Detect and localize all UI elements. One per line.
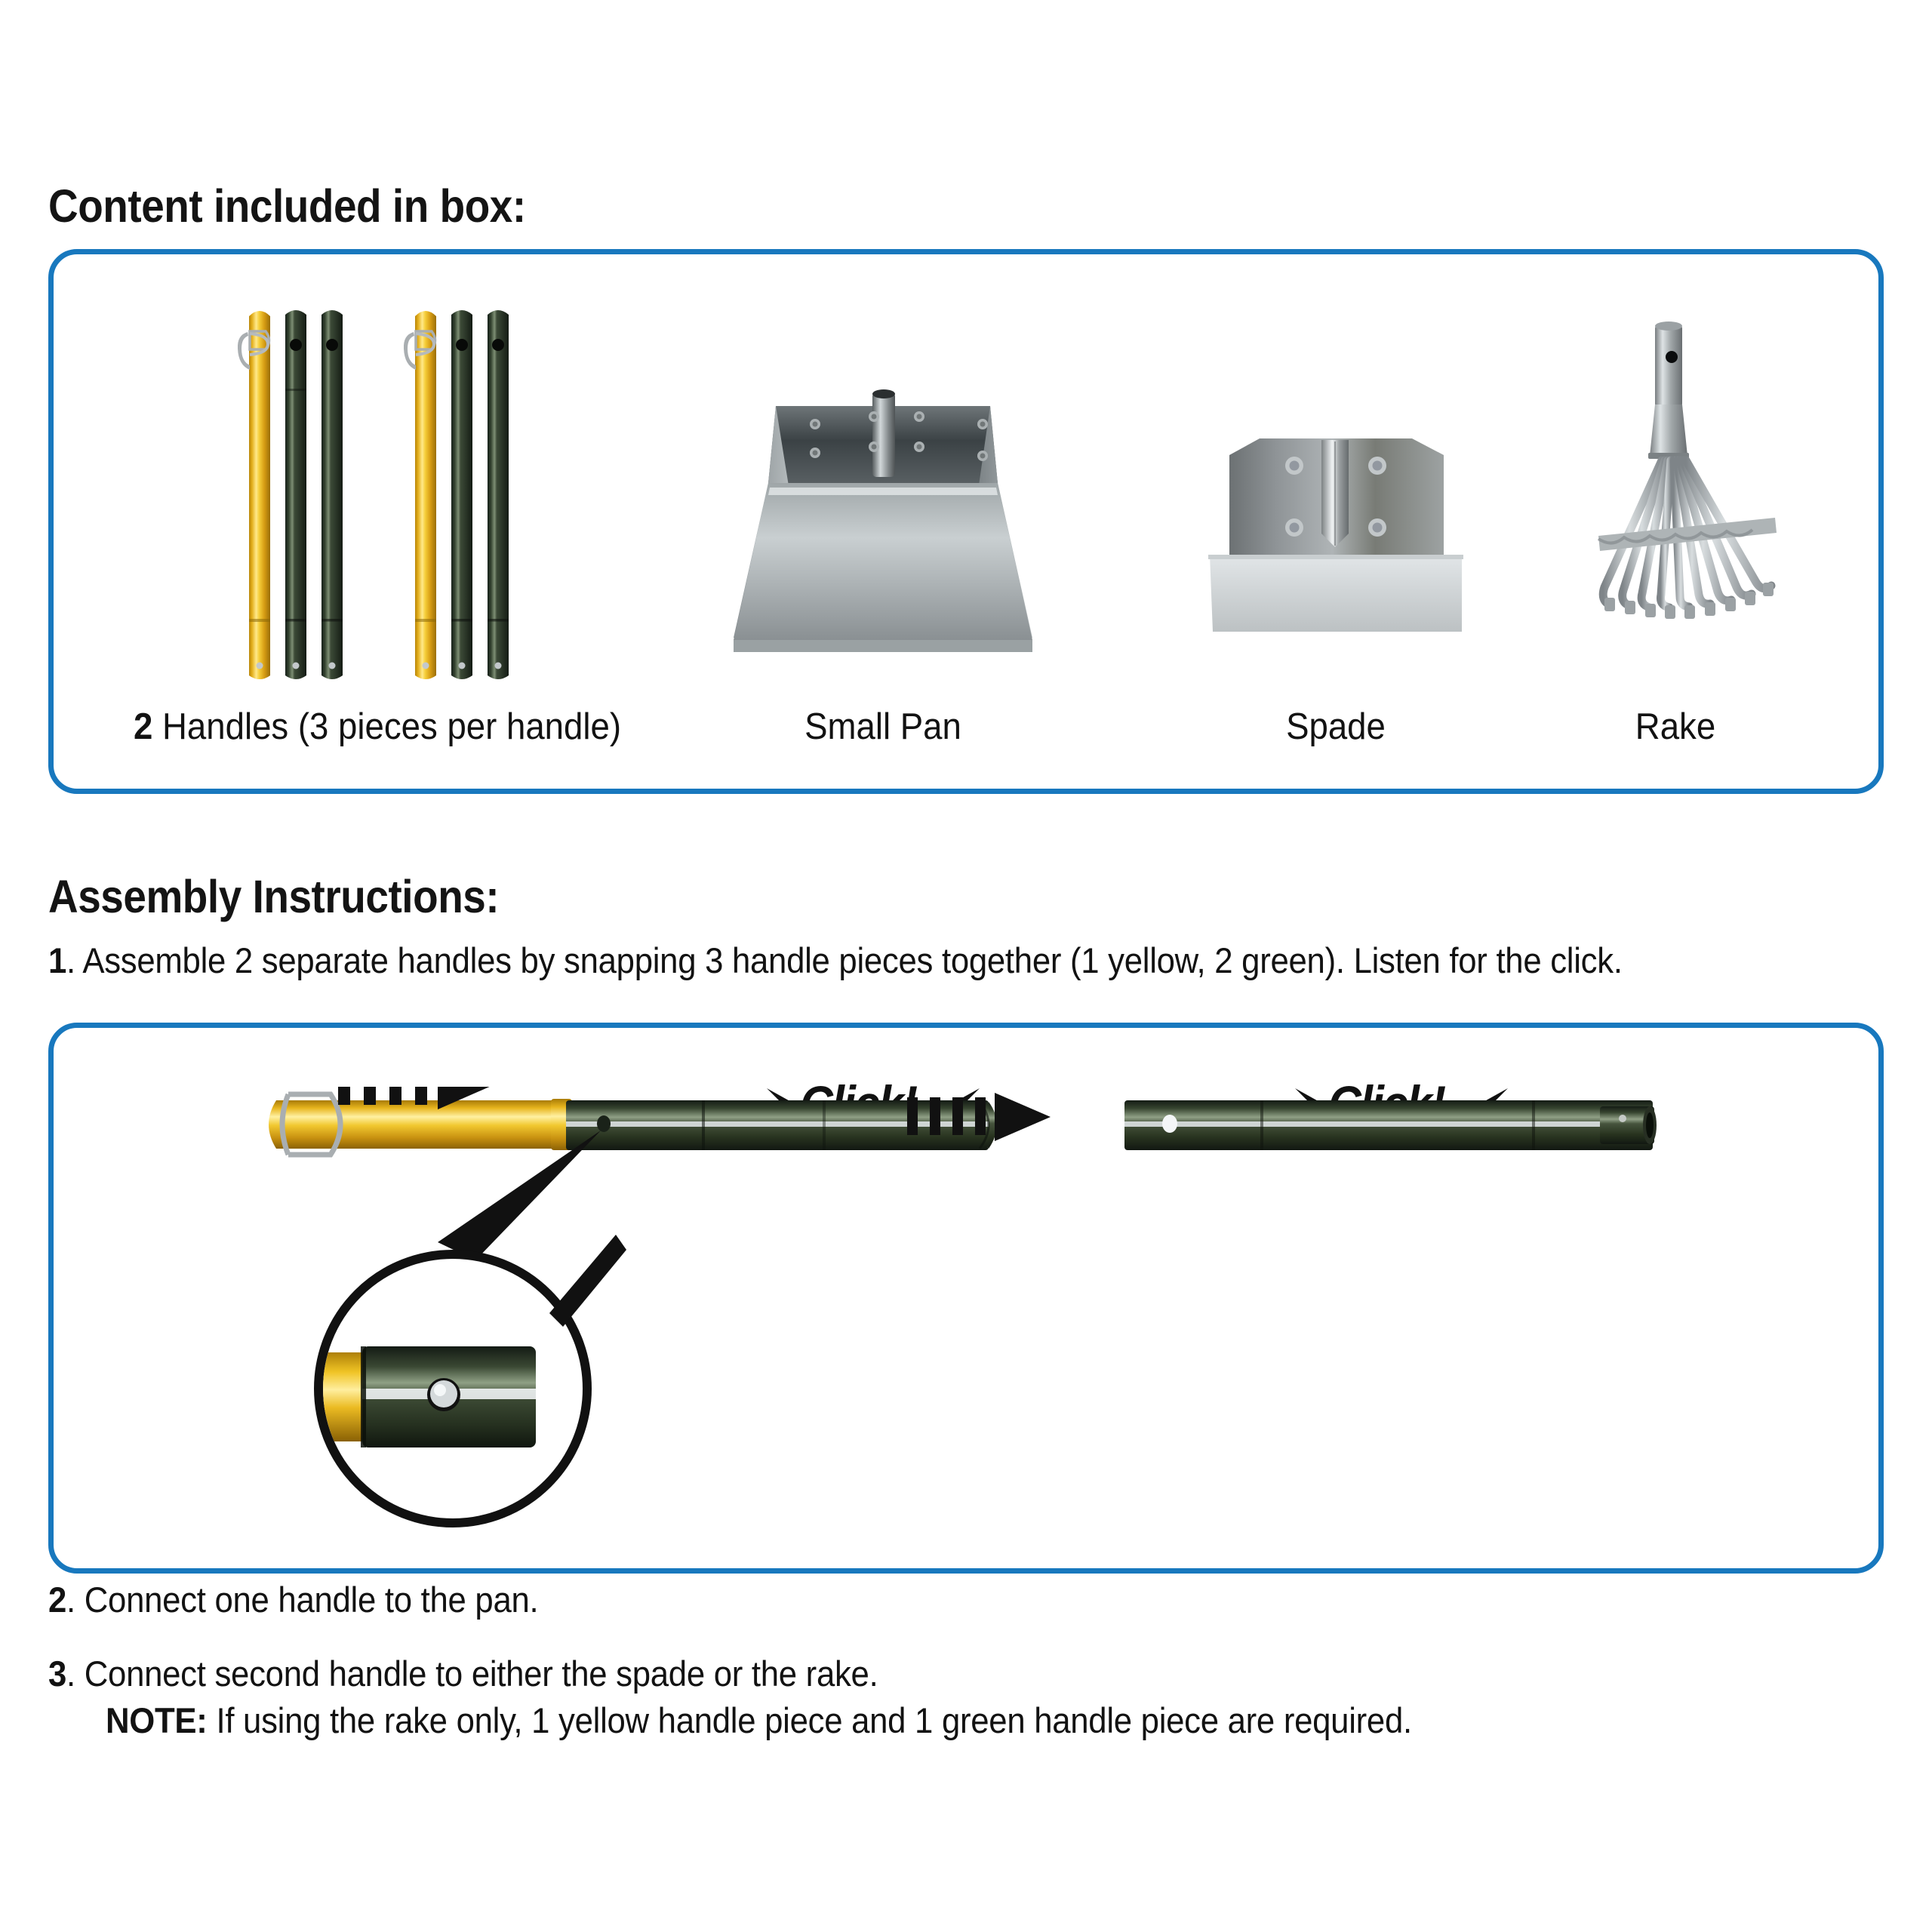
label-small-pan: Small Pan — [804, 706, 961, 747]
label-handles — [97, 706, 658, 748]
rake-image — [1555, 315, 1804, 670]
step-1-text: . Assemble 2 separate handles by snapping 3 handle pieces together (1 yellow, 2 green). Listen for the click. — [66, 940, 1623, 980]
note-text: If using the rake only, 1 yellow handle piece and 1 green handle piece are required. — [207, 1700, 1412, 1740]
small-pan-image — [717, 377, 1049, 694]
handle-green-right — [1124, 1100, 1657, 1150]
note-label: NOTE: — [106, 1700, 208, 1740]
handle-pieces-image — [226, 298, 581, 691]
step-2 — [48, 1579, 538, 1620]
label-rake: Rake — [1635, 706, 1716, 747]
content-heading: Content included in box: — [48, 180, 526, 232]
step-1 — [48, 940, 1623, 981]
label-spade: Spade — [1286, 706, 1386, 747]
magnified-detail-callout — [315, 1235, 626, 1523]
step-1-number: 1 — [48, 940, 67, 980]
handles-label-text: Handles — [162, 706, 289, 747]
assembly-heading: Assembly Instructions: — [48, 871, 500, 922]
assembly-illustration — [249, 1087, 1804, 1555]
spade-image — [1181, 434, 1491, 660]
step-3-text: . Connect second handle to either the spade or the rake. — [66, 1654, 878, 1694]
step-2-number: 2 — [48, 1580, 67, 1620]
callout-pointer — [438, 1131, 601, 1260]
step-2-text: . Connect one handle to the pan. — [66, 1580, 539, 1620]
handles-label-suffix: (3 pieces per handle) — [297, 706, 622, 747]
step-3 — [48, 1653, 878, 1694]
step-3-number: 3 — [48, 1654, 67, 1694]
step-3-note — [106, 1700, 1412, 1741]
handles-count: 2 — [133, 706, 153, 747]
handles-label-space — [288, 706, 298, 747]
handles-label-rest — [152, 706, 162, 747]
